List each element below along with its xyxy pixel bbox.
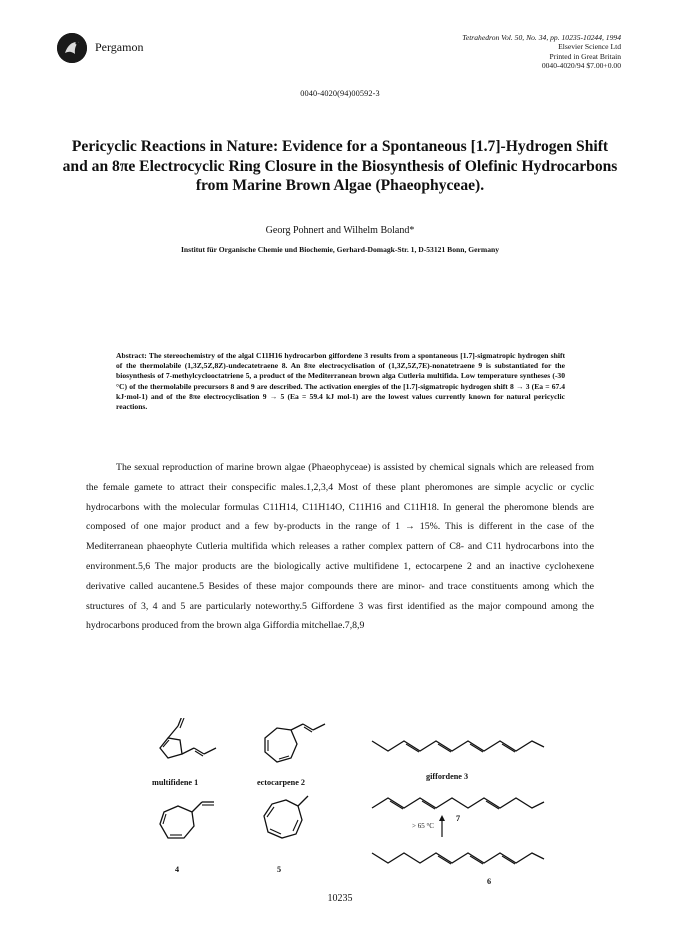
ectocarpene-structure bbox=[253, 716, 333, 774]
label-compound-5: 5 bbox=[277, 865, 282, 874]
pergamon-logo-icon bbox=[57, 33, 87, 63]
body-text bbox=[86, 458, 594, 636]
journal-line: 0040-4020/94 $7.00+0.00 bbox=[541, 61, 621, 71]
label-giffordene: giffordene 3 bbox=[426, 772, 469, 781]
arrow-number: 7 bbox=[456, 814, 461, 823]
authors: Georg Pohnert and Wilhelm Boland* bbox=[265, 225, 415, 236]
abstract-label: Abstract: bbox=[116, 351, 147, 360]
article-title: Pericyclic Reactions in Nature: Evidence for a Spontaneous [1.7]-Hydrogen Shift and an 8πe Electrocyclic Ring Closure in the Biosynthesis of Olefinic Hydrocarbons from Marine Brown Algae (Phaeophyceae). bbox=[62, 138, 618, 195]
page-number: 10235 bbox=[327, 893, 353, 904]
multifidene-structure bbox=[150, 718, 220, 774]
compound-5-structure bbox=[254, 788, 324, 854]
journal-line: Elsevier Science Ltd bbox=[558, 42, 621, 52]
journal-line: Tetrahedron Vol. 50, No. 34, pp. 10235-10244, 1994 bbox=[462, 33, 621, 42]
arrow-condition: > 65 °C bbox=[412, 822, 434, 830]
label-ectocarpene: ectocarpene 2 bbox=[257, 778, 305, 787]
intro-paragraph: The sexual reproduction of marine brown algae (Phaeophyceae) is assisted by chemical signals which are released from the female gamete to attract their conspecific males.1,2,3,4 Most of these plant pheromones are simple acyclic or cyclic hydrocarbons with the molecular formulas C11H14, C11H14O, C11H16 and C11H18. In general the pheromone blends are composed of one major product and a few by-products in the range of 1 → 15%. This is different in the case of the Mediterranean phaeophyte Cutleria multifida which releases a rather complex pattern of C8- and C11 hydrocarbons into the environment.5,6 The major products are the biologically active multifidene 1, ectocarpene 2 and an inactive cyclohexene derivative called aucantene.5 Besides of these major compounds there are minor- and trace constituents among which the structures of 3, 4 and 5 are particularly noteworthy.5 Giffordene 3 was first identified as the major compound among the hydrocarbons produced from the brown alga Giffordia mitchellae.7,8,9 bbox=[86, 462, 594, 632]
doi: 0040-4020(94)00592-3 bbox=[300, 89, 380, 98]
publisher-name: Pergamon bbox=[95, 40, 144, 54]
journal-info bbox=[321, 33, 621, 71]
label-compound-6: 6 bbox=[487, 877, 492, 886]
compound-7-structure bbox=[368, 792, 548, 816]
giffordene-structure bbox=[368, 735, 548, 759]
compound-4-structure bbox=[154, 794, 218, 854]
label-multifidene: multifidene 1 bbox=[152, 778, 199, 787]
affiliation: Institut für Organische Chemie und Biochemie, Gerhard-Domagk-Str. 1, D-53121 Bonn, Germany bbox=[180, 245, 500, 254]
abstract bbox=[116, 351, 565, 412]
abstract-text: The stereochemistry of the algal C11H16 hydrocarbon giffordene 3 results from a spontaneous [1.7]-sigmatropic hydrogen shift of the thermolabile (1,3Z,5Z,8Z)-undecatetraene 8. An 8πe electrocyclisation of (1,3Z,5Z,7E)-nonatetraene 9 is substantiated for the biosynthesis of 7-methylcyclooctatriene 5, a product of the Mediterranean brown alga Cutleria multifida. Low temperature syntheses (-30 °C) of the thermolabile precursors 8 and 9 are described. The activation energies of the [1.7]-sigmatropic hydrogen shift 8 → 3 (Ea = 67.4 kJ·mol-1) and of the 8πe electrocyclisation 9 → 5 (Ea = 59.4 kJ mol-1) are the lowest values currently known for natural pericyclic reactions. bbox=[116, 351, 565, 412]
reaction-arrow-icon bbox=[438, 815, 446, 839]
compound-6-structure bbox=[368, 847, 548, 871]
label-compound-4: 4 bbox=[175, 865, 180, 874]
journal-line: Printed in Great Britain bbox=[549, 51, 621, 61]
